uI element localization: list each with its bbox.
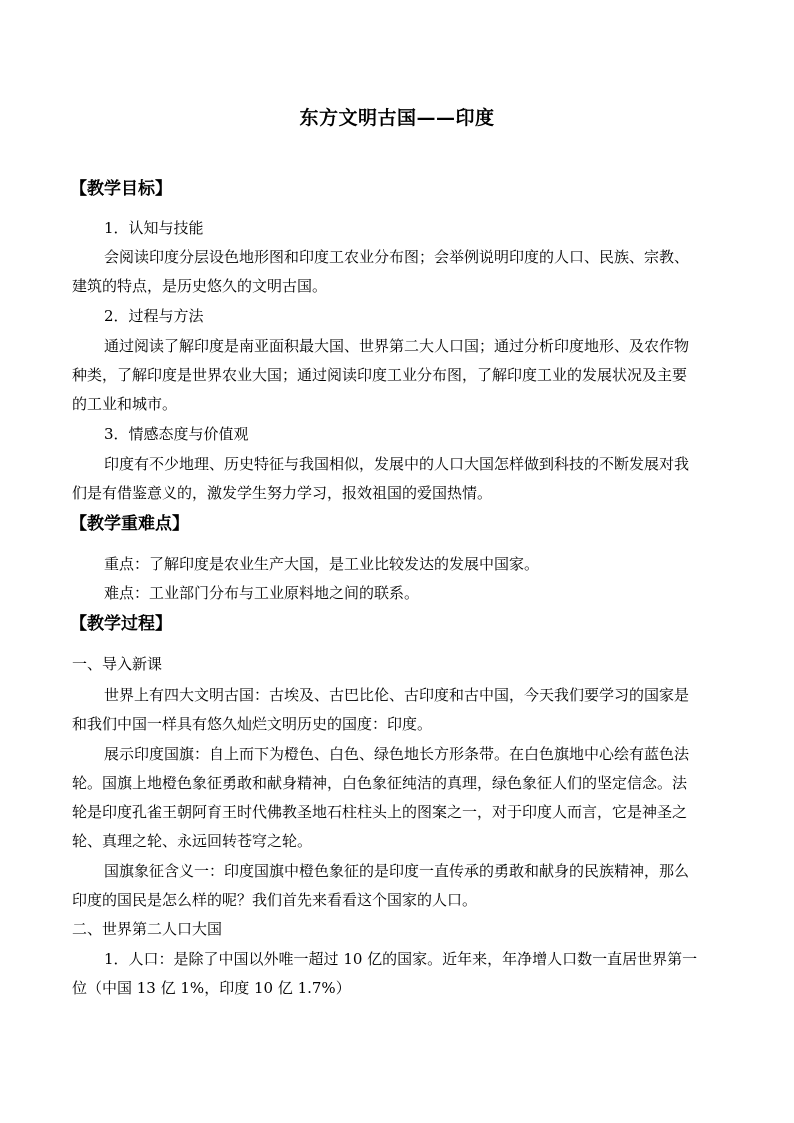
process-part1-line: 轮是印度孔雀王朝阿育王时代佛教圣地石柱柱头上的图案之一，对于印度人而言，它是神圣之 <box>72 803 688 821</box>
process-part2-title: 二、世界第二人口大国 <box>72 920 223 938</box>
process-part1-line: 印度的国民是怎么样的呢？我们首先来看看这个国家的人口。 <box>72 891 478 909</box>
key-point-line: 重点：了解印度是农业生产大国，是工业比较发达的发展中国家。 <box>104 555 540 573</box>
goals-item1-line: 建筑的特点，是历史悠久的文明古国。 <box>72 277 328 295</box>
key-point-line: 难点：工业部门分布与工业原料地之间的联系。 <box>104 584 420 602</box>
goals-item1-line: 会阅读印度分层设色地形图和印度工农业分布图；会举例说明印度的人口、民族、宗教、 <box>104 248 690 266</box>
process-part1-line: 国旗象征含义一：印度国旗中橙色象征的是印度一直传承的勇敢和献身的民族精神，那么 <box>104 862 690 880</box>
goals-item2-line: 通过阅读了解印度是南亚面积最大国、世界第二大人口国；通过分析印度地形、及农作物 <box>104 337 690 355</box>
key-points-heading: 【教学重难点】 <box>70 514 189 534</box>
goals-item2-title: 2．过程与方法 <box>104 307 204 325</box>
process-heading: 【教学过程】 <box>70 614 172 634</box>
process-part2-line: 1．人口：是除了中国以外唯一超过 10 亿的国家。近年来，年净增人口数一直居世界第一 <box>104 950 698 968</box>
goals-item2-line: 的工业和城市。 <box>72 395 178 413</box>
process-part1-line: 轮、真理之轮、永远回转苍穹之轮。 <box>72 832 313 850</box>
document-title: 东方文明古国——印度 <box>299 107 495 129</box>
goals-item3-line: 们是有借鉴意义的，激发学生努力学习，报效祖国的爱国热情。 <box>72 484 493 502</box>
goals-heading: 【教学目标】 <box>70 179 172 199</box>
process-part1-line: 和我们中国一样具有悠久灿烂文明历史的国度：印度。 <box>72 715 433 733</box>
goals-item1-title: 1．认知与技能 <box>104 219 204 237</box>
process-part2-line: 位（中国 13 亿 1%，印度 10 亿 1.7%） <box>72 979 351 997</box>
goals-item2-line: 种类，了解印度是世界农业大国；通过阅读印度工业分布图，了解印度工业的发展状况及主要 <box>72 366 688 384</box>
goals-item3-title: 3．情感态度与价值观 <box>104 425 249 443</box>
process-part1-line: 展示印度国旗：自上而下为橙色、白色、绿色地长方形条带。在白色旗地中心绘有蓝色法 <box>104 745 690 763</box>
goals-item3-line: 印度有不少地理、历史特征与我国相似，发展中的人口大国怎样做到科技的不断发展对我 <box>104 455 690 473</box>
process-part1-line: 轮。国旗上地橙色象征勇敢和献身精神，白色象征纯洁的真理，绿色象征人们的坚定信念。法 <box>72 774 688 792</box>
process-part1-title: 一、导入新课 <box>72 655 163 673</box>
process-part1-line: 世界上有四大文明古国：古埃及、古巴比伦、古印度和古中国，今天我们要学习的国家是 <box>104 686 690 704</box>
